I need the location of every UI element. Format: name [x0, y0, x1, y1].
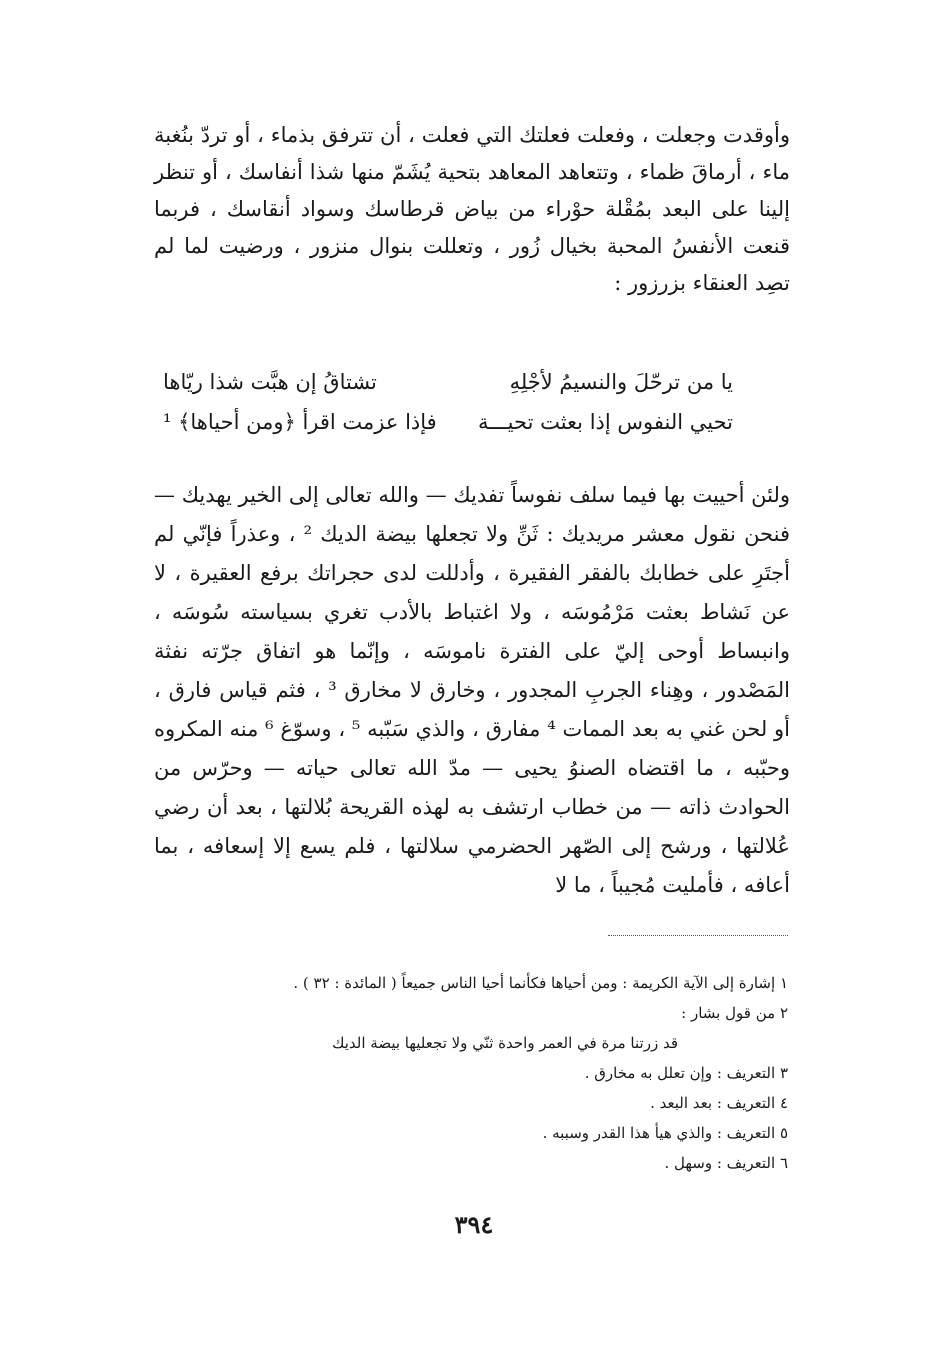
page-number: ٣٩٤ [454, 1210, 494, 1239]
footnotes [148, 968, 788, 1178]
footnote-2: ٢ من قول بشار : [681, 1004, 788, 1022]
footnote-6: ٦ التعريف : وسهل . [664, 1154, 788, 1172]
footnote-2-verse: قد زرتنا مرة في العمر واحدة ثنّي ولا تجعليها بيضة الديك [332, 1034, 678, 1052]
footnote-3: ٣ التعريف : وإن تعلل به مخارق . [584, 1064, 788, 1082]
footnote-separator [608, 935, 788, 936]
verse-1-first-hemistich: يا من ترحّلَ والنسيمُ لأجْلِهِ [509, 370, 733, 394]
verse-2-first-hemistich: تحيي النفوس إذا بعثت تحيـــة [477, 410, 733, 434]
verse-2-second-hemistich: فإذا عزمت اقرأ ﴿ومن أحياها﴾ ¹ [163, 410, 437, 434]
verse-line-2 [163, 402, 733, 442]
poem-verses [163, 362, 733, 442]
footnote-1: ١ إشارة إلى الآية الكريمة : ومن أحياها فكأنما أحيا الناس جميعاً ( المائدة : ٣٢ ) . [293, 974, 788, 992]
footnote-4: ٤ التعريف : بعد البعد . [650, 1094, 788, 1112]
paragraph-2: ولئن أحييت بها فيما سلف نفوساً تفديك — والله تعالى إلى الخير يهديك — فنحن نقول معشر مريديك : ثَنِّ ولا تجعلها بيضة الديك ² ، وعذراً فإنّي لم أجتَرِ على خطابك بالفقر الفقيرة ، وأدللت لدى حجراتك برفع العقيرة ، لا عن نَشاط بعثت مَرْمُوسَه ، ولا اغتباط بالأدب تغري بسياسته سُوسَه ، وانبساط أوحى إليّ على الفترة ناموسَه ، وإنّما هو اتفاق جرّته نفثة المَصْدور ، وهِناء الجربِ المجدور ، وخارق لا مخارق ³ ، فثم قياس فارق ، أو لحن غني به بعد الممات ⁴ مفارق ، والذي سَبّبه ⁵ ، وسوّغ ⁶ منه المكروه وحبّبه ، ما اقتضاه الصنوُ يحيى — مدّ الله تعالى حياته — وحرّس من الحوادث ذاته — من خطاب ارتشف به لهذه القريحة بُلالتها ، بعد أن رضي عُلالتها ، ورشح إلى الصّهر الحضرمي سلالتها ، فلم يسع إلا إسعافه ، بما أعافه ، فأمليت مُجيباً ، ما لا [154, 483, 791, 897]
footnote-5: ٥ التعريف : والذي هيأ هذا القدر وسببه . [542, 1124, 788, 1142]
verse-line-1 [163, 362, 733, 402]
paragraph-1: وأوقدت وجعلت ، وفعلت فعلتك التي فعلت ، أن تترفق بذماء ، أو تردّ بنُغبة ماء ، أرماقَ ظماء ، وتتعاهد المعاهد بتحية يُشَمّ منها شذا أنفاسك ، أو تنظر إلينا على البعد بمُقْلة حوْراء من بياض قرطاسك وسواد أنقاسك ، فربما قنعت الأنفسُ المحبة بخيال زُور ، وتعللت بنوال منزور ، ورضيت لما لم تصِد العنقاء بزرزور : [154, 123, 790, 295]
verse-1-second-hemistich: تشتاقُ إن هبَّت شذا ريّاها [163, 370, 377, 394]
